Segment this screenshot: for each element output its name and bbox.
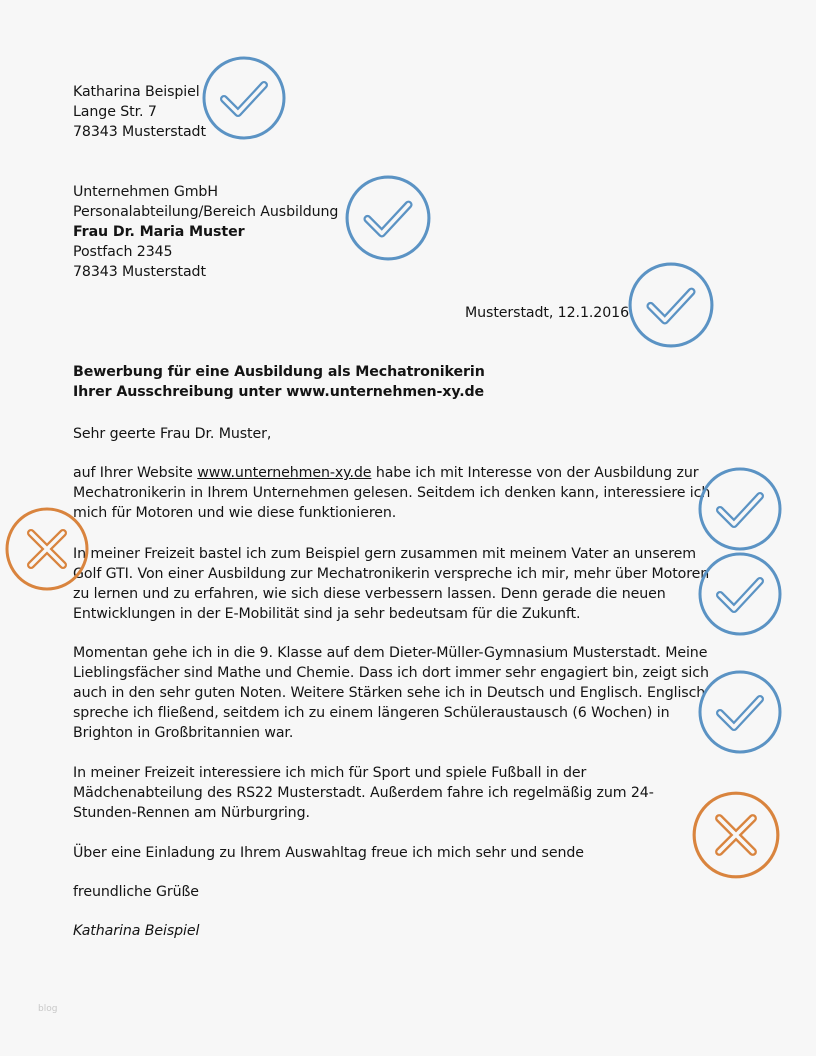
subject-line-2: Ihrer Ausschreibung unter www.unternehmen-xy.de: [73, 384, 485, 400]
paragraph3-line3: auch in den sehr guten Noten. Weitere Stärken sehe ich in Deutsch und Englisch. Englisch: [73, 685, 706, 701]
subject-line-1: Bewerbung für eine Ausbildung als Mechatronikerin: [73, 364, 485, 380]
paragraph4-line3: Stunden-Rennen am Nürburgring.: [73, 805, 310, 821]
paragraph1-line3: mich für Motoren und wie diese funktionieren.: [73, 505, 397, 521]
paragraph1-text: habe ich mit Interesse von der Ausbildung zur: [371, 465, 699, 481]
paragraph3-line2: Lieblingsfächer sind Mathe und Chemie. Dass ich dort immer sehr engagiert bin, zeigt sich: [73, 665, 709, 681]
sender-name: Katharina Beispiel: [73, 84, 200, 100]
check-circle-icon: [627, 261, 715, 349]
sender-street: Lange Str. 7: [73, 104, 157, 120]
paragraph3-line4: spreche ich fließend, seitdem ich zu einem längeren Schüleraustausch (6 Wochen) in: [73, 705, 670, 721]
recipient-city: 78343 Musterstadt: [73, 264, 206, 280]
recipient-company: Unternehmen GmbH: [73, 184, 218, 200]
paragraph3-line5: Brighton in Großbritannien war.: [73, 725, 294, 741]
paragraph1-line2: Mechatronikerin in Ihrem Unternehmen gelesen. Seitdem ich denken kann, interessiere ich: [73, 485, 711, 501]
signature: Katharina Beispiel: [73, 923, 200, 939]
check-circle-icon: [697, 466, 783, 552]
website-link[interactable]: www.unternehmen-xy.de: [197, 465, 372, 481]
recipient-postbox: Postfach 2345: [73, 244, 173, 260]
recipient-department: Personalabteilung/Bereich Ausbildung: [73, 204, 339, 220]
paragraph3-line1: Momentan gehe ich in die 9. Klasse auf dem Dieter-Müller-Gymnasium Musterstadt. Meine: [73, 645, 708, 661]
check-circle-icon: [201, 55, 287, 141]
paragraph4-line2: Mädchenabteilung des RS22 Musterstadt. Außerdem fahre ich regelmäßig zum 24-: [73, 785, 654, 801]
x-circle-icon: [4, 506, 90, 592]
check-circle-icon: [697, 669, 783, 755]
watermark: blog: [38, 1004, 58, 1014]
sender-city: 78343 Musterstadt: [73, 124, 206, 140]
check-circle-icon: [344, 174, 432, 262]
paragraph2-line4: Entwicklungen in der E-Mobilität sind ja sehr bedeutsam für die Zukunft.: [73, 606, 581, 622]
closing-sentence: Über eine Einladung zu Ihrem Auswahltag freue ich mich sehr und sende: [73, 845, 584, 861]
paragraph2-line2: Golf GTI. Von einer Ausbildung zur Mechatronikerin verspreche ich mir, mehr über Motoren: [73, 566, 710, 582]
paragraph2-line3: zu lernen und zu erfahren, wie sich diese verbessern lassen. Denn gerade die neuen: [73, 586, 666, 602]
paragraph1-line1: [73, 463, 698, 483]
paragraph1-text: auf Ihrer Website: [73, 465, 198, 481]
check-circle-icon: [697, 551, 783, 637]
salutation: Sehr geerte Frau Dr. Muster,: [73, 426, 272, 442]
paragraph4-line1: In meiner Freizeit interessiere ich mich für Sport und spiele Fußball in der: [73, 765, 587, 781]
paragraph2-line1: In meiner Freizeit bastel ich zum Beispiel gern zusammen mit meinem Vater an unserem: [73, 546, 697, 562]
greeting: freundliche Grüße: [73, 884, 199, 900]
x-circle-icon: [691, 790, 781, 880]
date-line: Musterstadt, 12.1.2016: [465, 305, 629, 321]
recipient-contact: Frau Dr. Maria Muster: [73, 224, 245, 240]
